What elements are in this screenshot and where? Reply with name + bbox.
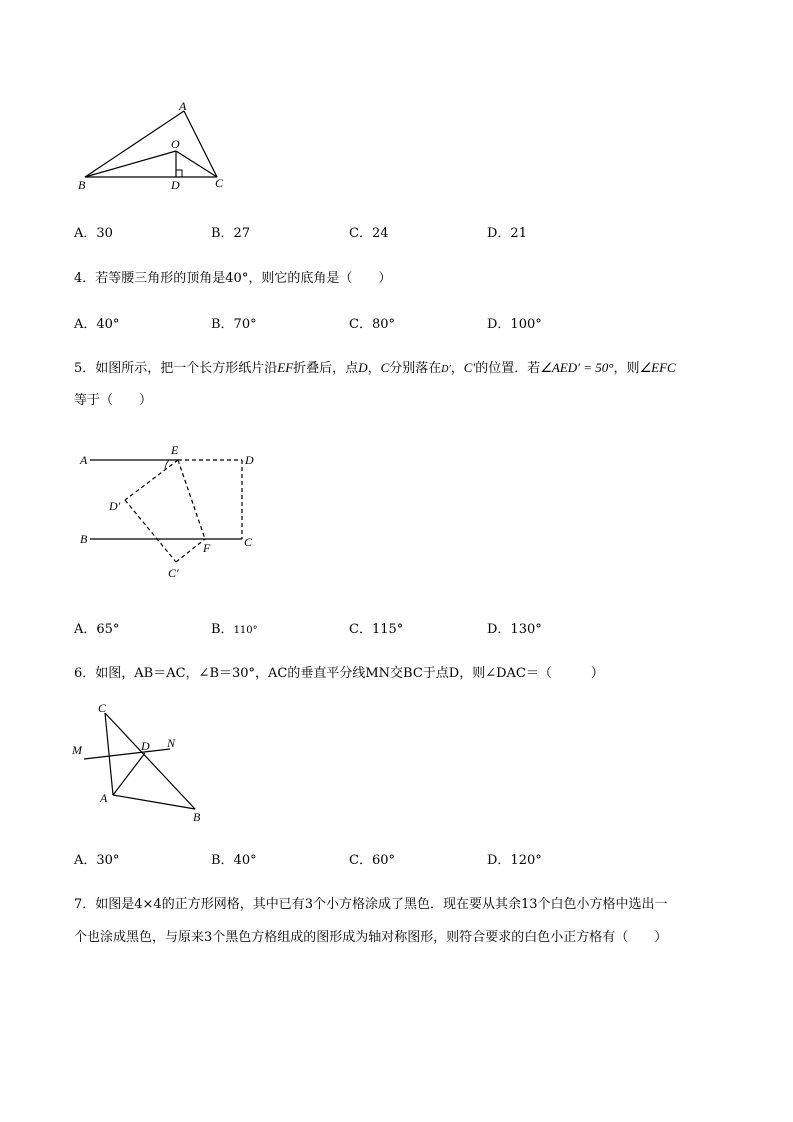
q5-text-7: ，则 — [613, 361, 640, 376]
label-n: N — [167, 736, 176, 750]
q6-option-a[interactable]: A．30° — [74, 853, 120, 868]
q4-option-a[interactable]: A．40° — [74, 317, 120, 332]
label-a: A — [80, 453, 88, 467]
q6-option-c[interactable]: C．60° — [349, 853, 395, 868]
triangle-perpendicular-bisector-diagram — [70, 698, 220, 828]
q5-cprime: C′ — [463, 360, 476, 375]
angle-arc-aed — [165, 460, 169, 469]
q4-option-c[interactable]: C．80° — [349, 317, 395, 332]
label-c: C — [244, 535, 253, 549]
line-ad — [113, 753, 145, 795]
q4-stem: 4．若等腰三角形的顶角是40°，则它的底角是（ ） — [74, 271, 392, 286]
q5-text-5: ， — [450, 361, 464, 376]
line-ed-prime — [125, 460, 178, 500]
q6-option-d[interactable]: D．120° — [487, 853, 542, 868]
label-d: D — [245, 453, 254, 467]
q5-stem-line2: 等于（ ） — [74, 393, 153, 408]
q5-ef: EF — [277, 360, 294, 375]
line-bo — [85, 151, 176, 177]
label-c: C — [98, 701, 107, 715]
triangle-abc-diagram — [70, 95, 240, 200]
q5-stem-line1 — [74, 357, 676, 376]
q5-option-d[interactable]: D．130° — [487, 622, 542, 637]
q4-option-d[interactable]: D．100° — [487, 317, 542, 332]
label-b: B — [78, 178, 86, 192]
q6-stem: 6．如图，AB＝AC，∠B＝30°，AC的垂直平分线MN交BC于点D，则∠DAC＝（ ） — [74, 666, 604, 681]
label-a: A — [100, 791, 108, 805]
label-a: A — [179, 99, 187, 113]
label-o: O — [171, 137, 180, 151]
q5-angle-efc: ∠EFC — [639, 360, 676, 375]
label-c-prime: C′ — [168, 566, 179, 580]
label-b: B — [193, 810, 201, 824]
figure-q6 — [70, 698, 220, 828]
line-dprime-cprime — [125, 500, 176, 562]
q7-stem-line2: 个也涂成黑色，与原来3个黑色方格组成的图形成为轴对称图形，则符合要求的白色小正方格有（ ） — [74, 930, 668, 945]
right-angle-mark — [176, 170, 182, 177]
label-d: D — [171, 178, 180, 192]
q3-option-a[interactable]: A．30 — [74, 226, 113, 241]
q3-option-b[interactable]: B．27 — [211, 226, 251, 241]
q5-text-2: 折叠后，点 — [293, 361, 359, 376]
line-ef-dashed — [178, 460, 205, 539]
figure-q5 — [72, 440, 272, 585]
q3-option-c[interactable]: C．24 — [349, 226, 389, 241]
line-cb — [105, 713, 195, 809]
q5-option-b-value: 110° — [233, 625, 258, 636]
label-m: M — [72, 743, 82, 757]
line-ca — [105, 713, 113, 795]
line-cprime-f — [176, 539, 205, 562]
q5-text-1: 5．如图所示，把一个长方形纸片沿 — [74, 361, 278, 376]
line-mn — [84, 749, 170, 759]
figure-q3 — [70, 95, 240, 200]
label-c: C — [215, 176, 224, 190]
line-ba — [85, 111, 184, 177]
q4-option-b[interactable]: B．70° — [211, 317, 257, 332]
label-d: D — [141, 739, 150, 753]
q5-c: C — [380, 360, 390, 375]
q5-option-b[interactable] — [211, 618, 258, 637]
q5-text-6: 的位置．若 — [475, 361, 541, 376]
q5-text-4: 分别落在 — [389, 361, 442, 376]
q3-option-d[interactable]: D．21 — [487, 226, 527, 241]
q5-text-3: ， — [367, 361, 381, 376]
q7-stem-line1: 7．如图是4×4的正方形网格，其中已有3个小方格涂成了黑色．现在要从其余13个白色小方格中选出一 — [74, 897, 668, 912]
q5-option-c[interactable]: C．115° — [349, 622, 404, 637]
q5-dprime: D′ — [441, 364, 451, 375]
label-e: E — [171, 443, 179, 457]
label-d-prime: D′ — [109, 499, 121, 513]
q5-angle-aed: ∠AED′ = 50° — [540, 360, 614, 375]
q5-option-b-prefix: B． — [211, 622, 234, 637]
q6-option-b[interactable]: B．40° — [211, 853, 257, 868]
label-b: B — [80, 532, 88, 546]
q5-option-a[interactable]: A．65° — [74, 622, 120, 637]
label-f: F — [203, 541, 211, 555]
line-ab — [113, 795, 195, 809]
q5-d: D — [358, 360, 368, 375]
folded-rectangle-diagram — [72, 440, 272, 585]
